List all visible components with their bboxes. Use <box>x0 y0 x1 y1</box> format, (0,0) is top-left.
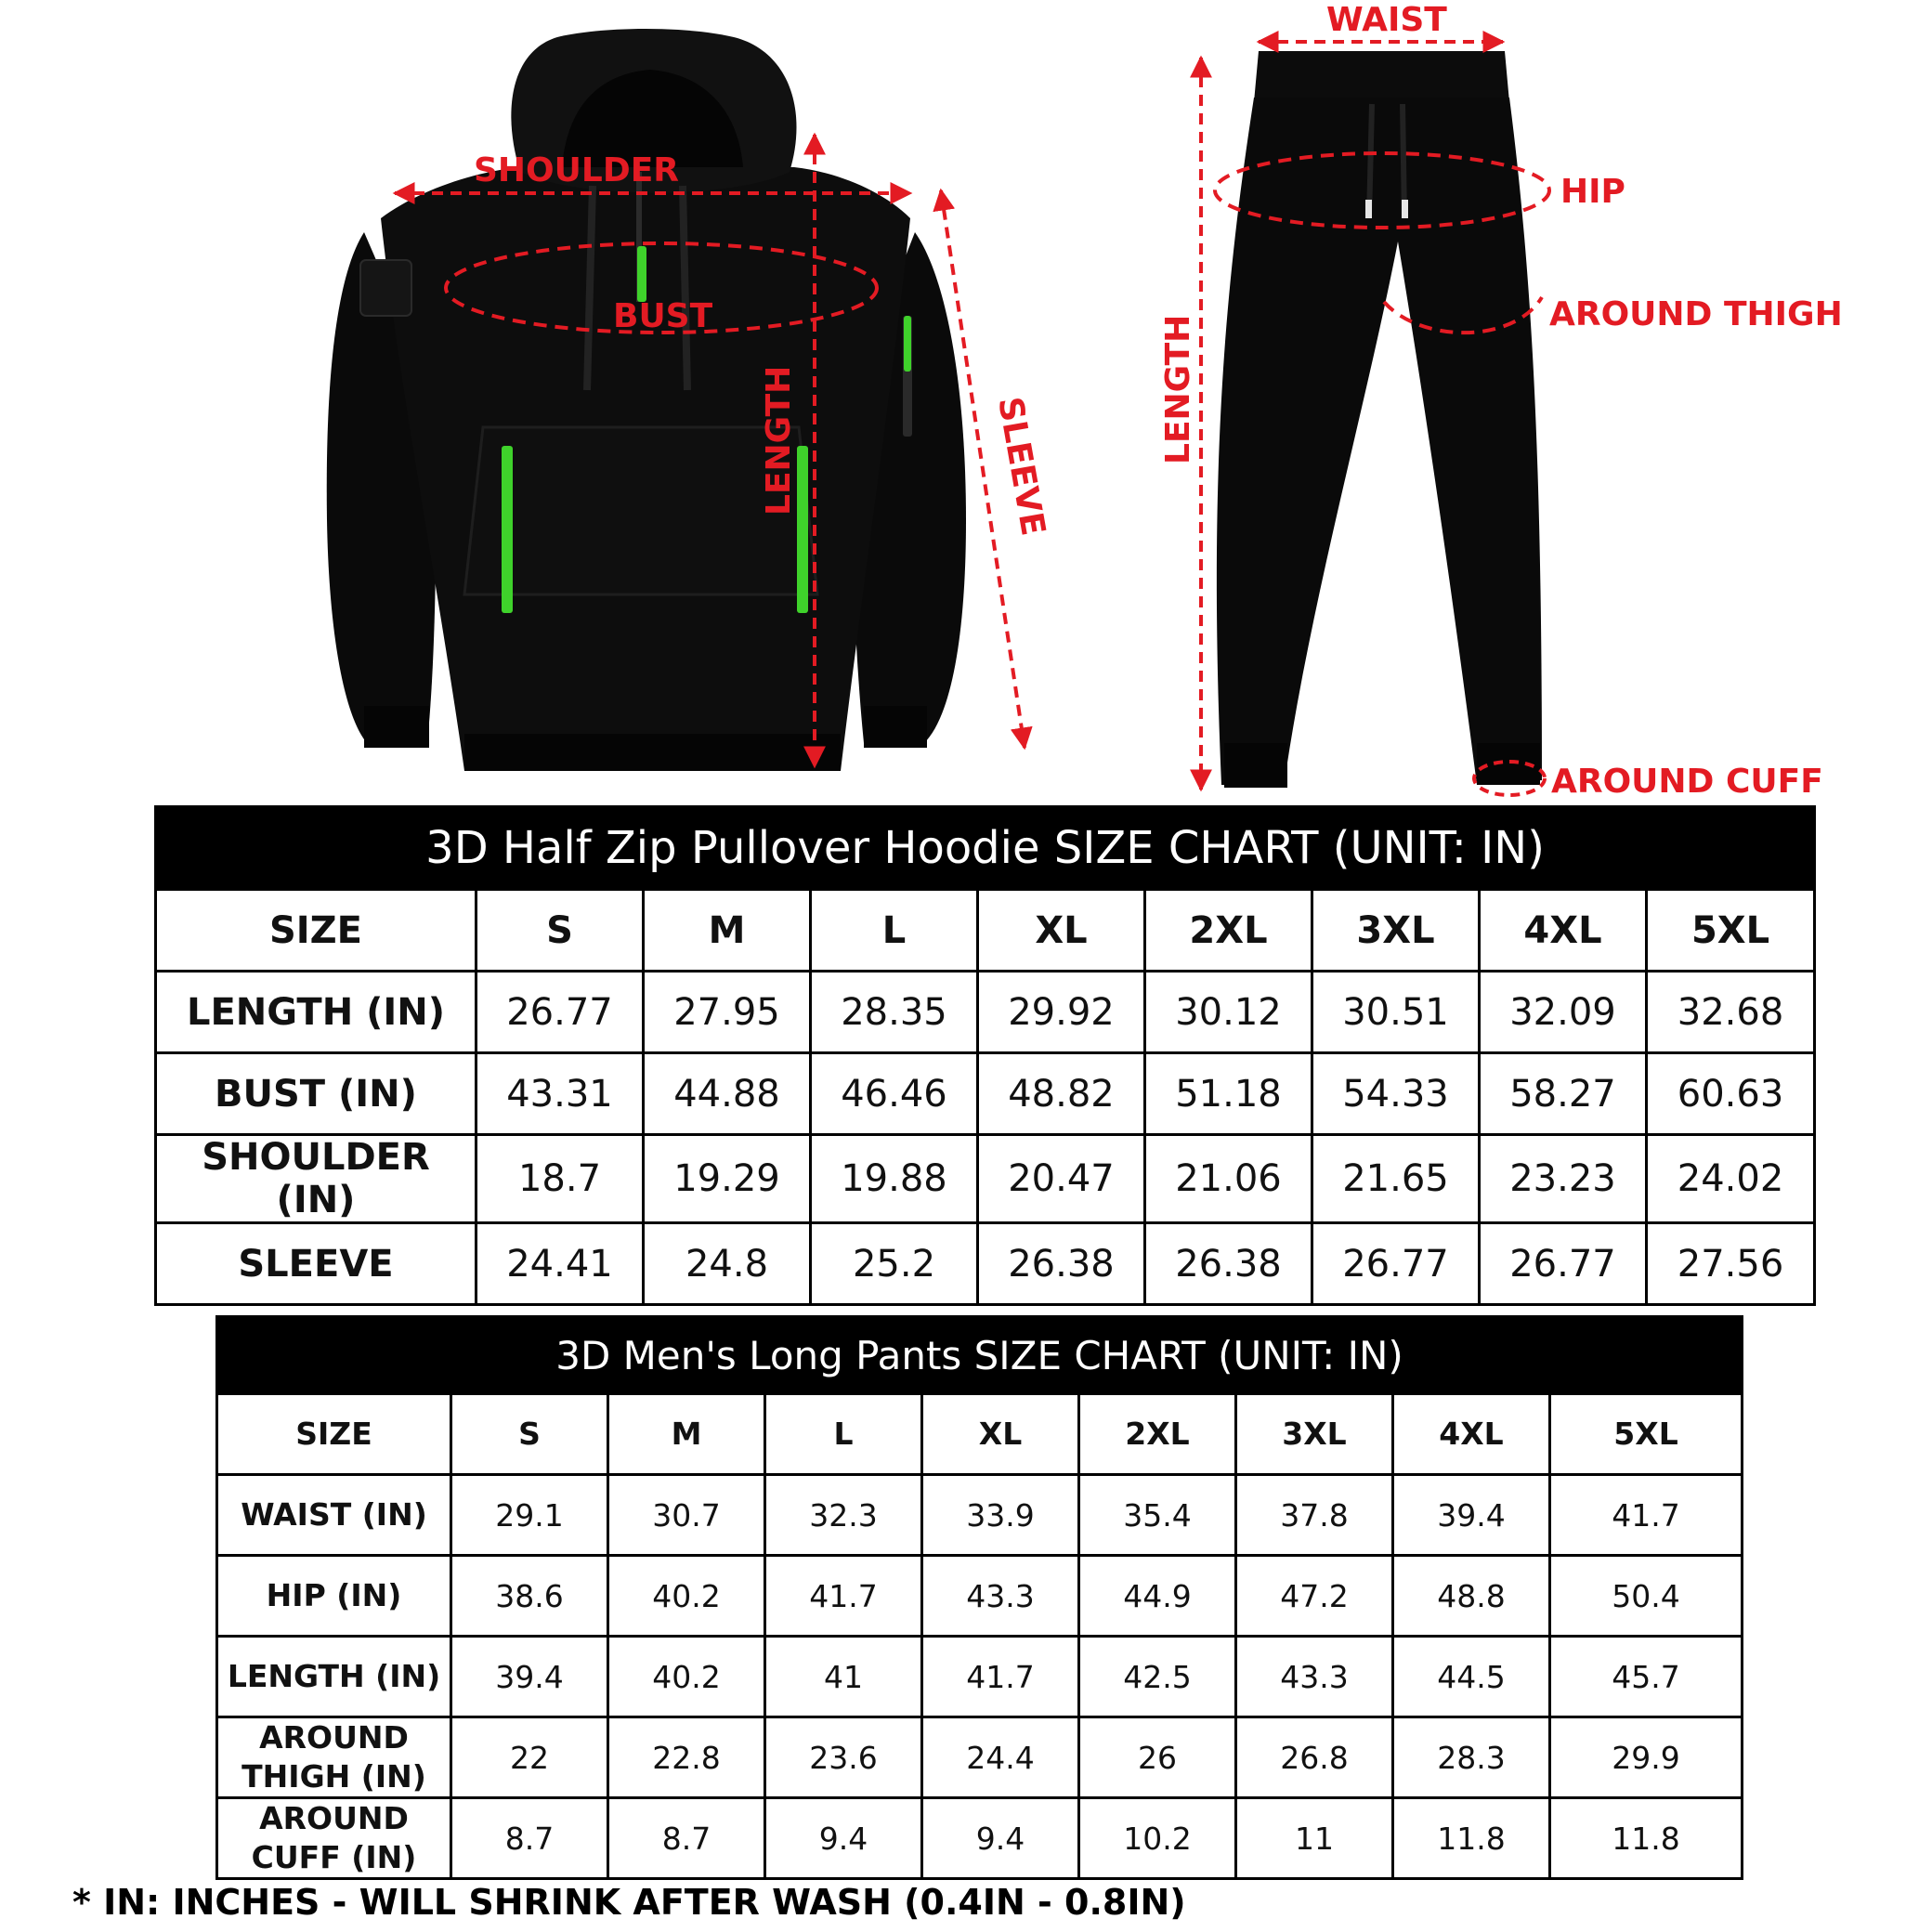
table-cell: 54.33 <box>1312 1053 1480 1135</box>
table-cell: 38.6 <box>451 1556 608 1637</box>
table-row <box>156 1223 1815 1305</box>
header-cell: SIZE <box>217 1394 451 1475</box>
table-cell: 40.2 <box>608 1637 765 1717</box>
header-cell: S <box>476 890 644 972</box>
header-cell: 3XL <box>1312 890 1480 972</box>
table-cell: 9.4 <box>922 1798 1079 1879</box>
table-cell: 28.35 <box>811 972 978 1053</box>
table-cell: 39.4 <box>451 1637 608 1717</box>
row-label: SHOULDER (IN) <box>156 1135 476 1223</box>
row-label: SLEEVE <box>156 1223 476 1305</box>
hoodie-size-chart <box>154 805 1816 1306</box>
footnote: * IN: INCHES - WILL SHRINK AFTER WASH (0.4IN - 0.8IN) <box>72 1882 1186 1923</box>
table-cell: 26.77 <box>476 972 644 1053</box>
table-cell: 11 <box>1236 1798 1393 1879</box>
table-cell: 44.9 <box>1079 1556 1236 1637</box>
table-cell: 11.8 <box>1550 1798 1743 1879</box>
table-row <box>217 1637 1743 1717</box>
header-cell: 3XL <box>1236 1394 1393 1475</box>
table-cell: 43.3 <box>922 1556 1079 1637</box>
row-label: AROUND CUFF (IN) <box>217 1798 451 1879</box>
table-cell: 51.18 <box>1145 1053 1312 1135</box>
table-row <box>156 1135 1815 1223</box>
pants-chart-title: 3D Men's Long Pants SIZE CHART (UNIT: IN) <box>217 1317 1743 1394</box>
table-cell: 8.7 <box>608 1798 765 1879</box>
header-cell: SIZE <box>156 890 476 972</box>
table-cell: 37.8 <box>1236 1475 1393 1556</box>
table-cell: 23.6 <box>765 1717 922 1798</box>
table-row <box>217 1798 1743 1879</box>
table-cell: 41.7 <box>765 1556 922 1637</box>
header-cell: S <box>451 1394 608 1475</box>
around-thigh-label: AROUND THIGH <box>1549 295 1843 333</box>
table-cell: 58.27 <box>1480 1053 1647 1135</box>
table-cell: 30.51 <box>1312 972 1480 1053</box>
row-label: HIP (IN) <box>217 1556 451 1637</box>
length-label: LENGTH <box>760 365 798 516</box>
table-cell: 44.5 <box>1393 1637 1550 1717</box>
header-cell: L <box>765 1394 922 1475</box>
table-cell: 24.02 <box>1647 1135 1815 1223</box>
table-cell: 21.65 <box>1312 1135 1480 1223</box>
table-cell: 22.8 <box>608 1717 765 1798</box>
table-row <box>217 1556 1743 1637</box>
table-cell: 19.88 <box>811 1135 978 1223</box>
row-label: WAIST (IN) <box>217 1475 451 1556</box>
table-cell: 24.8 <box>644 1223 811 1305</box>
table-cell: 9.4 <box>765 1798 922 1879</box>
table-cell: 47.2 <box>1236 1556 1393 1637</box>
shoulder-label: SHOULDER <box>474 151 680 189</box>
table-cell: 20.47 <box>978 1135 1145 1223</box>
table-cell: 8.7 <box>451 1798 608 1879</box>
table-cell: 41.7 <box>1550 1475 1743 1556</box>
table-cell: 25.2 <box>811 1223 978 1305</box>
pants-length-label: LENGTH <box>1159 314 1197 464</box>
header-cell: 2XL <box>1079 1394 1236 1475</box>
table-cell: 39.4 <box>1393 1475 1550 1556</box>
table-cell: 23.23 <box>1480 1135 1647 1223</box>
pants-size-chart <box>215 1315 1743 1880</box>
table-cell: 45.7 <box>1550 1637 1743 1717</box>
table-cell: 27.95 <box>644 972 811 1053</box>
table-cell: 21.06 <box>1145 1135 1312 1223</box>
row-label: BUST (IN) <box>156 1053 476 1135</box>
table-cell: 29.92 <box>978 972 1145 1053</box>
hoodie-chart-title: 3D Half Zip Pullover Hoodie SIZE CHART (UNIT: IN) <box>156 807 1815 890</box>
hoodie-image <box>327 29 966 771</box>
table-row <box>156 1053 1815 1135</box>
table-cell: 30.12 <box>1145 972 1312 1053</box>
table-cell: 19.29 <box>644 1135 811 1223</box>
table-cell: 32.68 <box>1647 972 1815 1053</box>
table-cell: 26.77 <box>1480 1223 1647 1305</box>
hip-label: HIP <box>1560 173 1625 211</box>
table-cell: 10.2 <box>1079 1798 1236 1879</box>
table-cell: 60.63 <box>1647 1053 1815 1135</box>
header-cell: XL <box>978 890 1145 972</box>
header-cell: M <box>608 1394 765 1475</box>
header-cell: M <box>644 890 811 972</box>
row-label: AROUND THIGH (IN) <box>217 1717 451 1798</box>
header-cell: 5XL <box>1550 1394 1743 1475</box>
row-label: LENGTH (IN) <box>217 1637 451 1717</box>
table-cell: 18.7 <box>476 1135 644 1223</box>
header-cell: XL <box>922 1394 1079 1475</box>
table-cell: 44.88 <box>644 1053 811 1135</box>
table-cell: 26 <box>1079 1717 1236 1798</box>
table-cell: 11.8 <box>1393 1798 1550 1879</box>
table-cell: 32.3 <box>765 1475 922 1556</box>
bust-label: BUST <box>613 297 713 335</box>
table-cell: 29.9 <box>1550 1717 1743 1798</box>
table-cell: 43.3 <box>1236 1637 1393 1717</box>
table-cell: 28.3 <box>1393 1717 1550 1798</box>
header-cell: 4XL <box>1480 890 1647 972</box>
table-cell: 30.7 <box>608 1475 765 1556</box>
table-cell: 26.38 <box>1145 1223 1312 1305</box>
table-cell: 27.56 <box>1647 1223 1815 1305</box>
table-cell: 40.2 <box>608 1556 765 1637</box>
table-cell: 33.9 <box>922 1475 1079 1556</box>
table-cell: 26.8 <box>1236 1717 1393 1798</box>
row-label: LENGTH (IN) <box>156 972 476 1053</box>
table-cell: 48.8 <box>1393 1556 1550 1637</box>
table-cell: 41 <box>765 1637 922 1717</box>
table-cell: 26.77 <box>1312 1223 1480 1305</box>
table-cell: 24.4 <box>922 1717 1079 1798</box>
header-cell: 4XL <box>1393 1394 1550 1475</box>
table-row <box>156 972 1815 1053</box>
table-row <box>217 1475 1743 1556</box>
header-cell: 2XL <box>1145 890 1312 972</box>
table-cell: 42.5 <box>1079 1637 1236 1717</box>
header-cell: L <box>811 890 978 972</box>
table-cell: 26.38 <box>978 1223 1145 1305</box>
table-cell: 50.4 <box>1550 1556 1743 1637</box>
around-cuff-label: AROUND CUFF <box>1551 763 1823 801</box>
table-cell: 43.31 <box>476 1053 644 1135</box>
table-cell: 41.7 <box>922 1637 1079 1717</box>
table-cell: 22 <box>451 1717 608 1798</box>
table-cell: 24.41 <box>476 1223 644 1305</box>
table-cell: 48.82 <box>978 1053 1145 1135</box>
table-cell: 32.09 <box>1480 972 1647 1053</box>
garment-illustration <box>0 0 1932 808</box>
table-row <box>217 1717 1743 1798</box>
waist-label: WAIST <box>1326 1 1447 39</box>
table-header-row <box>156 890 1815 972</box>
table-cell: 29.1 <box>451 1475 608 1556</box>
table-cell: 35.4 <box>1079 1475 1236 1556</box>
header-cell: 5XL <box>1647 890 1815 972</box>
sleeve-label: SLEEVE <box>990 394 1052 539</box>
table-header-row <box>217 1394 1743 1475</box>
table-cell: 46.46 <box>811 1053 978 1135</box>
